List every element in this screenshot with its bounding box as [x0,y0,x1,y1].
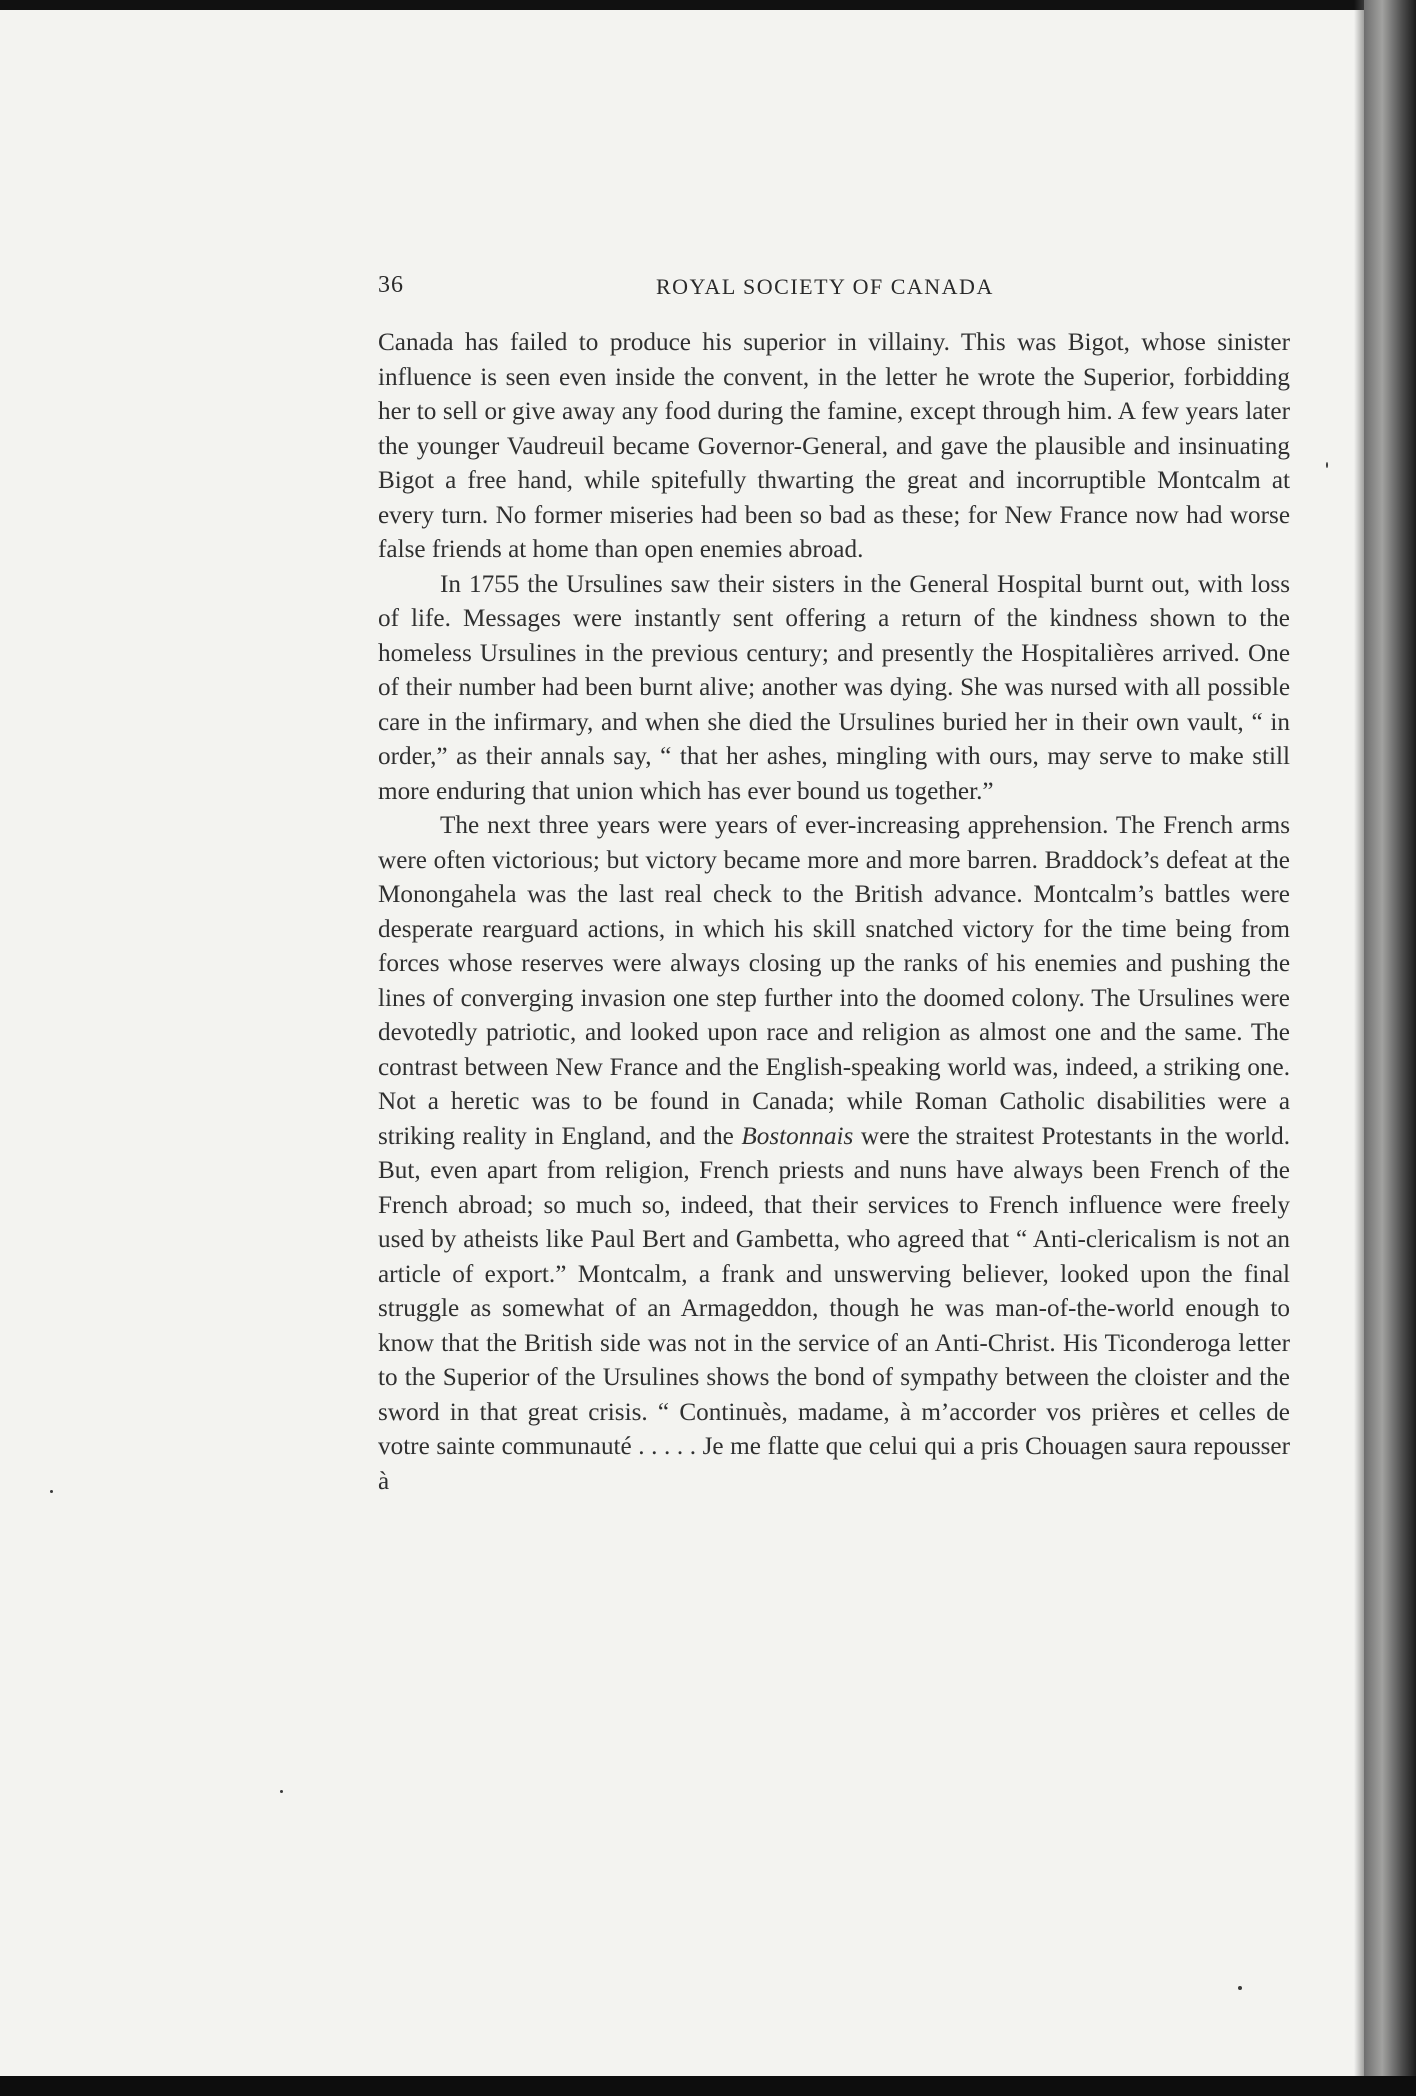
paragraph-3 [378,809,1290,1499]
paragraph-3-italic-term: Bostonnais [741,1122,854,1150]
scan-bottom-edge [0,2076,1416,2096]
margin-speck [280,1790,283,1793]
book-page [0,10,1364,2078]
body-text [378,326,1290,1499]
margin-speck [50,1490,53,1493]
margin-speck [1326,462,1328,468]
paragraph-3-text-a: The next three years were years of ever-increasing apprehension. The French arms were often victorious; but victory became more and more barren. Braddock’s defeat at the Monongahela was the last real check to the British advance. Montcalm’s battles were desperate rearguard actions, in which his skill snatched victory for the time being from forces whose reserves were always closing up the ranks of his enemies and pushing the lines of converging invasion one step further into the doomed colony. The Ursulines were devotedly patriotic, and looked upon race and religion as almost one and the same. The contrast between New France and the English-speaking world was, indeed, a striking one. Not a heretic was to be found in Canada; while Roman Catholic disabilities were a striking reality in England, and the [378,812,1290,1150]
page-number: 36 [378,272,404,298]
running-head: ROYAL SOCIETY OF CANADA [656,274,994,299]
paragraph-2-text: In 1755 the Ursulines saw their sisters in the General Hospital burnt out, with loss of life. Messages were instantly sent offering a return of the kindness shown to the homeless Ursulines in the previous century; and presently the Hospitalières arrived. One of their number had been burnt alive; another was dying. She was nursed with all possible care in the infirmary, and when she died the Ursulines buried her in their own vault, “ in order,” as their annals say, “ that her ashes, mingling with ours, may serve to make still more enduring that union which has ever bound us together.” [378,570,1290,805]
book-gutter [1364,0,1416,2096]
binding-shadow [1354,0,1364,2096]
margin-speck [1238,1986,1242,1990]
paragraph-1 [378,326,1290,568]
paragraph-3-text-b: were the straitest Protestants in the world. But, even apart from religion, French priests and nuns have always been French of the French abroad; so much so, indeed, that their services to French influence were freely used by atheists like Paul Bert and Gambetta, who agreed that “ Anti-clericalism is not an article of export.” Montcalm, a frank and unswerving believer, looked upon the final struggle as somewhat of an Armageddon, though he was man-of-the-world enough to know that the British side was not in the service of an Anti-Christ. His Ticonderoga letter to the Superior of the Ursulines shows the bond of sympathy between the cloister and the sword in that great crisis. “ Continuès, madame, à m’accorder vos prières et celles de votre sainte communauté . . . . . Je me flatte que celui qui a pris Chouagen saura repousser à [378,1122,1291,1495]
paragraph-2 [378,568,1290,810]
paragraph-1-text: Canada has failed to produce his superior in villainy. This was Bigot, whose sinister influence is seen even inside the convent, in the letter he wrote the Superior, forbidding her to sell or give away any food during the famine, except through him. A few years later the younger Vaudreuil became Governor-General, and gave the plausible and insinuating Bigot a free hand, while spitefully thwarting the great and incorruptible Montcalm at every turn. No former miseries had been so bad as these; for New France now had worse false friends at home than open enemies abroad. [378,329,1290,563]
page-header [378,272,1298,312]
